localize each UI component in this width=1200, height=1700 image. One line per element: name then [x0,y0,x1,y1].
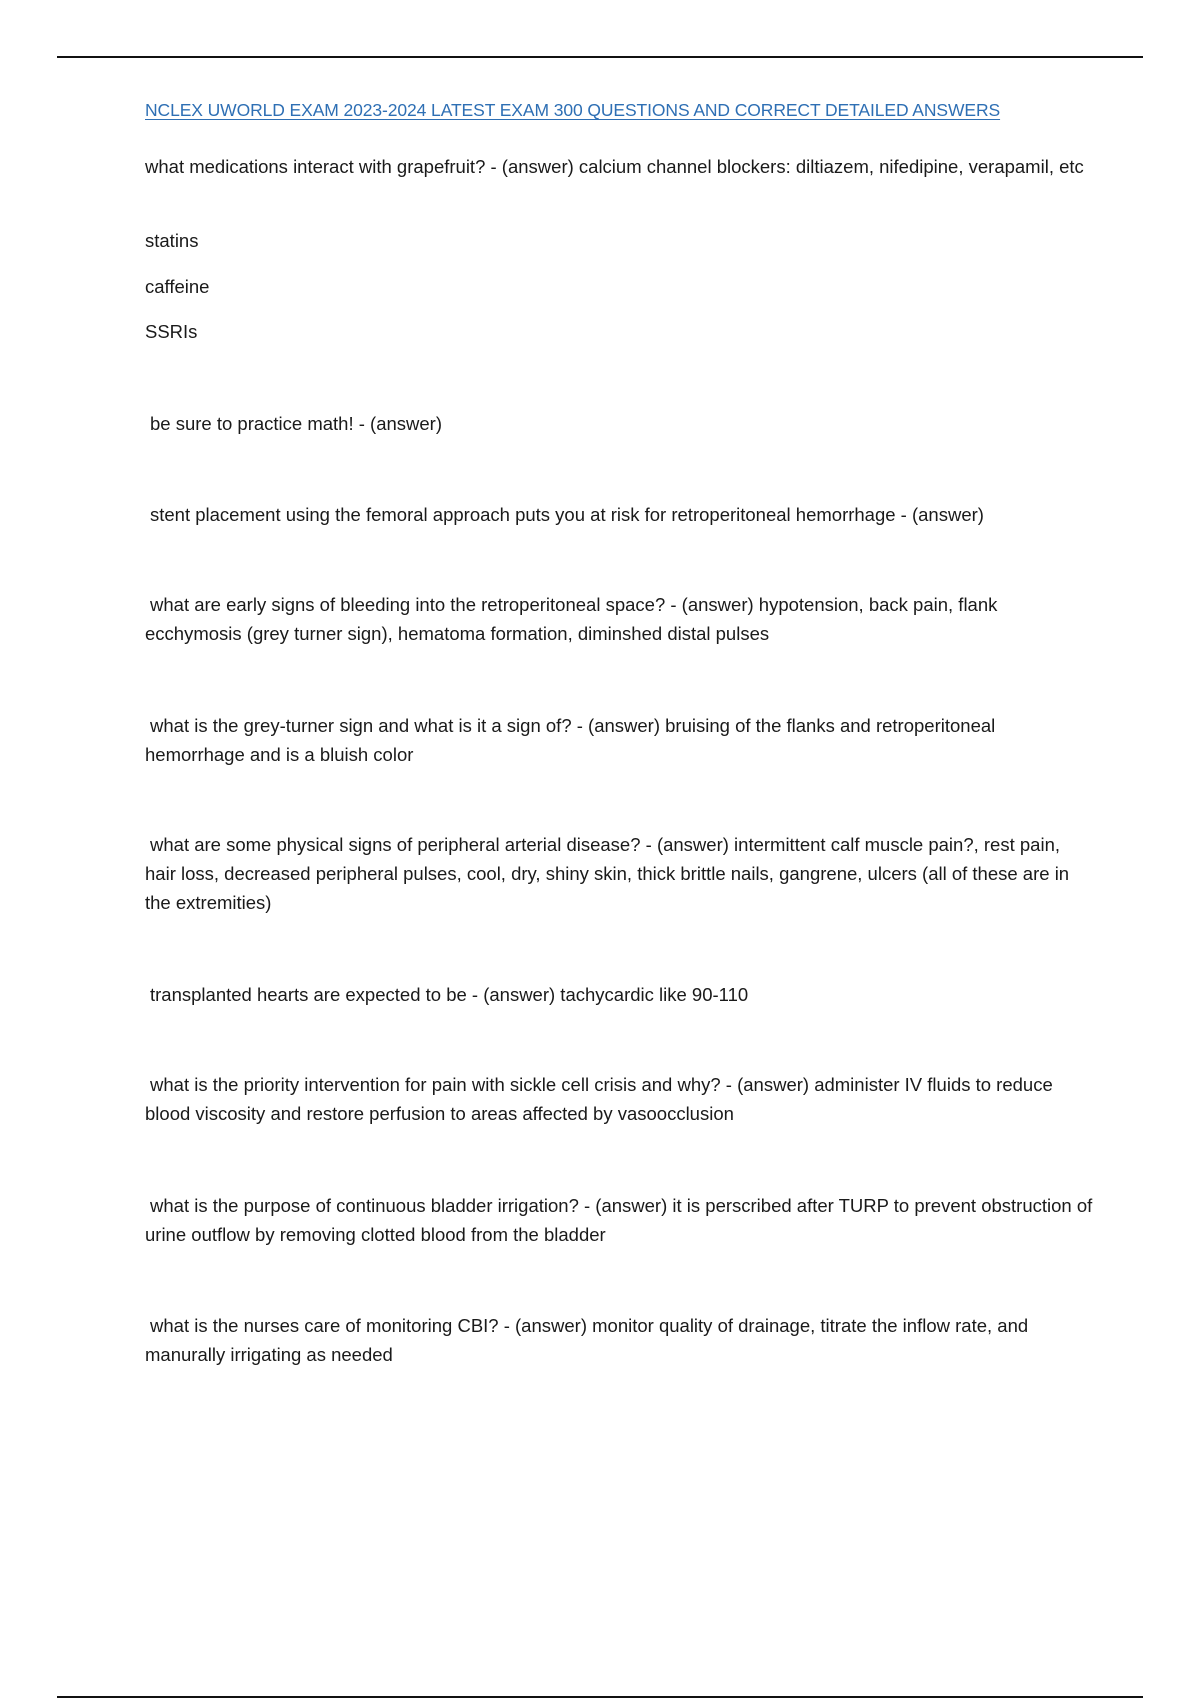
document-title: NCLEX UWORLD EXAM 2023-2024 LATEST EXAM 300 QUESTIONS AND CORRECT DETAILED ANSWERS [145,100,1001,120]
entry-caffeine: caffeine [145,276,210,297]
entry-retroperitoneal-bleeding: what are early signs of bleeding into the retroperitoneal space? - (answer) hypotension, back pain, flank ecchymosis (grey turner sign), hematoma formation, diminshed distal pulses [145,594,998,644]
entry-grey-turner-sign: what is the grey-turner sign and what is it a sign of? - (answer) bruising of the flanks and retroperitoneal hemorrhage and is a bluish color [145,715,996,765]
entry-grapefruit: what medications interact with grapefruit? - (answer) calcium channel blockers: diltiazem, nifedipine, verapamil, etc [145,156,1084,177]
entry-stent-placement: stent placement using the femoral approach puts you at risk for retroperitoneal hemorrhage - (answer) [150,504,984,525]
top-rule [57,56,1143,58]
entry-transplanted-hearts: transplanted hearts are expected to be - (answer) tachycardic like 90-110 [150,984,749,1005]
entry-practice-math: be sure to practice math! - (answer) [150,413,442,434]
entry-peripheral-arterial-disease: what are some physical signs of peripheral arterial disease? - (answer) intermittent calf muscle pain?, rest pain, hair loss, decreased peripheral pulses, cool, dry, shiny skin, thick brittle nails, gangrene, ulcers (all of these are in the extremities) [145,834,1070,913]
entry-statins: statins [145,230,199,251]
entry-bladder-irrigation: what is the purpose of continuous bladder irrigation? - (answer) it is perscribed after TURP to prevent obstruction of urine outflow by removing clotted blood from the bladder [145,1195,1093,1245]
entry-cbi-monitoring: what is the nurses care of monitoring CBI? - (answer) monitor quality of drainage, titrate the inflow rate, and manurally irrigating as needed [145,1315,1029,1365]
entry-ssris: SSRIs [145,321,198,342]
bottom-rule [57,1696,1143,1698]
entry-sickle-cell-crisis: what is the priority intervention for pain with sickle cell crisis and why? - (answer) administer IV fluids to reduce blood viscosity and restore perfusion to areas affected by vasoocclusion [145,1074,1053,1124]
